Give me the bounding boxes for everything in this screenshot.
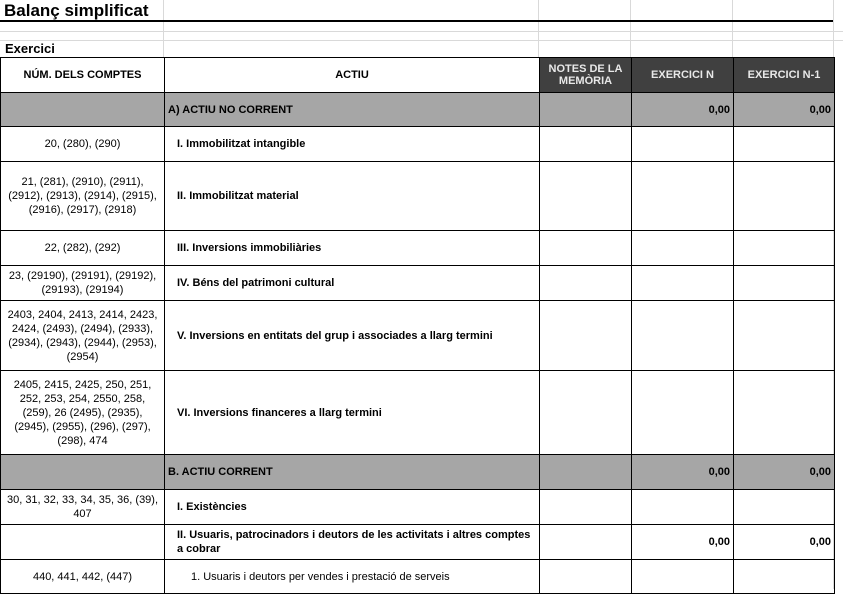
exercici-n-cell[interactable] <box>632 162 734 231</box>
table-row <box>1 93 835 127</box>
notes-cell[interactable] <box>540 127 632 162</box>
header-notes[interactable]: NOTES DE LA MEMÒRIA <box>540 58 632 93</box>
exercici-n-cell[interactable]: 0,00 <box>632 525 734 560</box>
table-row <box>1 560 835 594</box>
exercici-n1-cell[interactable]: 0,00 <box>734 525 835 560</box>
accounts-cell[interactable]: 30, 31, 32, 33, 34, 35, 36, (39), 407 <box>1 490 165 525</box>
description-cell[interactable]: B. ACTIU CORRENT <box>165 455 540 490</box>
exercici-n-cell[interactable] <box>632 560 734 594</box>
exercici-n1-cell[interactable] <box>734 127 835 162</box>
header-actiu[interactable]: ACTIU <box>165 58 540 93</box>
accounts-cell[interactable]: 2405, 2415, 2425, 250, 251, 252, 253, 254, 2550, 258, (259), 26 (2495), (2935), (2945), (2955), (296), (297), (298), 474 <box>1 371 165 455</box>
accounts-cell[interactable] <box>1 93 165 127</box>
sheet-title[interactable]: Balanç simplificat <box>0 0 833 22</box>
description-cell[interactable]: V. Inversions en entitats del grup i associades a llarg termini <box>165 301 540 371</box>
notes-cell[interactable] <box>540 525 632 560</box>
table-row <box>1 490 835 525</box>
header-exercici-n[interactable]: EXERCICI N <box>632 58 734 93</box>
table-row <box>1 127 835 162</box>
description-cell[interactable]: 1. Usuaris i deutors per vendes i prestació de serveis <box>165 560 540 594</box>
exercici-n1-cell[interactable] <box>734 266 835 301</box>
accounts-cell[interactable]: 22, (282), (292) <box>1 231 165 266</box>
exercici-n-cell[interactable]: 0,00 <box>632 93 734 127</box>
table-row <box>1 525 835 560</box>
table-row <box>1 231 835 266</box>
accounts-cell[interactable]: 20, (280), (290) <box>1 127 165 162</box>
notes-cell[interactable] <box>540 301 632 371</box>
exercici-n1-cell[interactable]: 0,00 <box>734 455 835 490</box>
description-cell[interactable]: I. Immobilitzat intangible <box>165 127 540 162</box>
accounts-cell[interactable]: 440, 441, 442, (447) <box>1 560 165 594</box>
exercici-n1-cell[interactable] <box>734 490 835 525</box>
exercici-n-cell[interactable] <box>632 371 734 455</box>
table-row <box>1 371 835 455</box>
description-cell[interactable]: II. Immobilitzat material <box>165 162 540 231</box>
exercici-n-cell[interactable] <box>632 490 734 525</box>
description-cell[interactable]: II. Usuaris, patrocinadors i deutors de les activitats i altres comptes a cobrar <box>165 525 540 560</box>
notes-cell[interactable] <box>540 266 632 301</box>
header-accounts[interactable]: NÚM. DELS COMPTES <box>1 58 165 93</box>
accounts-cell[interactable]: 21, (281), (2910), (2911), (2912), (2913), (2914), (2915), (2916), (2917), (2918) <box>1 162 165 231</box>
description-cell[interactable]: VI. Inversions financeres a llarg termini <box>165 371 540 455</box>
exercici-n1-cell[interactable]: 0,00 <box>734 93 835 127</box>
exercici-n1-cell[interactable] <box>734 162 835 231</box>
description-cell[interactable]: I. Existències <box>165 490 540 525</box>
accounts-cell[interactable]: 23, (29190), (29191), (29192), (29193), (29194) <box>1 266 165 301</box>
exercici-n1-cell[interactable] <box>734 301 835 371</box>
exercici-n1-cell[interactable] <box>734 560 835 594</box>
table-row <box>1 455 835 490</box>
description-cell[interactable]: III. Inversions immobiliàries <box>165 231 540 266</box>
header-row <box>1 58 835 93</box>
notes-cell[interactable] <box>540 231 632 266</box>
description-cell[interactable]: IV. Béns del patrimoni cultural <box>165 266 540 301</box>
table-row <box>1 266 835 301</box>
exercici-label[interactable]: Exercici <box>5 41 55 56</box>
accounts-cell[interactable]: 2403, 2404, 2413, 2414, 2423, 2424, (2493), (2494), (2933), (2934), (2943), (2944), (2953), (2954) <box>1 301 165 371</box>
accounts-cell[interactable] <box>1 525 165 560</box>
exercici-n-cell[interactable] <box>632 266 734 301</box>
table-row <box>1 162 835 231</box>
notes-cell[interactable] <box>540 93 632 127</box>
exercici-n-cell[interactable]: 0,00 <box>632 455 734 490</box>
exercici-n1-cell[interactable] <box>734 371 835 455</box>
header-exercici-n1[interactable]: EXERCICI N-1 <box>734 58 835 93</box>
exercici-n-cell[interactable] <box>632 127 734 162</box>
exercici-n-cell[interactable] <box>632 231 734 266</box>
notes-cell[interactable] <box>540 371 632 455</box>
exercici-n-cell[interactable] <box>632 301 734 371</box>
notes-cell[interactable] <box>540 560 632 594</box>
notes-cell[interactable] <box>540 490 632 525</box>
description-cell[interactable]: A) ACTIU NO CORRENT <box>165 93 540 127</box>
accounts-cell[interactable] <box>1 455 165 490</box>
notes-cell[interactable] <box>540 455 632 490</box>
grid-line <box>0 31 843 32</box>
table-row <box>1 301 835 371</box>
balance-table <box>0 57 835 594</box>
notes-cell[interactable] <box>540 162 632 231</box>
exercici-n1-cell[interactable] <box>734 231 835 266</box>
